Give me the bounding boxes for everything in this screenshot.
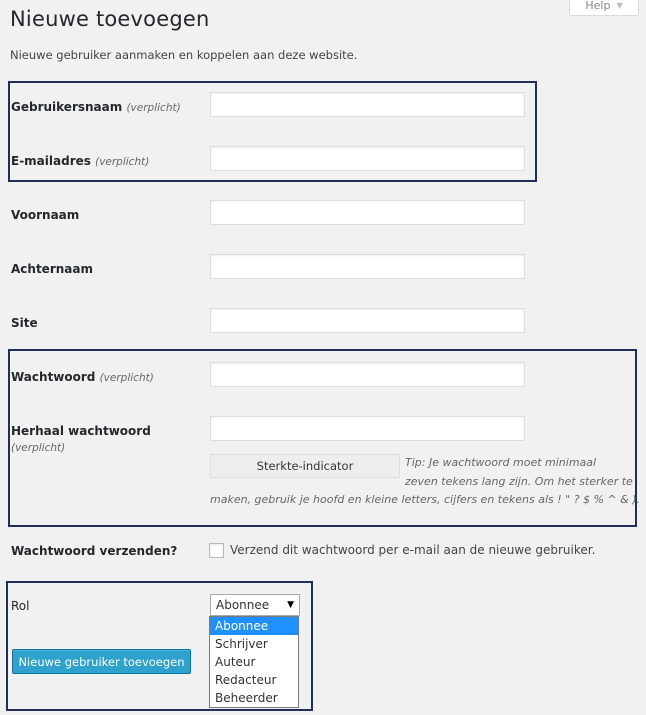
chevron-down-icon: ▼ — [616, 1, 623, 10]
add-user-button[interactable]: Nieuwe gebruiker toevoegen — [12, 649, 191, 674]
password-label: Wachtwoord (verplicht) — [11, 370, 154, 384]
password-required: (verplicht) — [99, 372, 154, 384]
first-name-input[interactable] — [210, 200, 525, 225]
role-label: Rol — [11, 599, 30, 613]
password-tip-line2: zeven tekens lang zijn. Om het sterker te — [405, 475, 633, 488]
role-option-abonnee[interactable]: Abonnee — [210, 617, 298, 635]
strength-indicator: Sterkte-indicator — [210, 454, 400, 478]
email-label: E-mailadres (verplicht) — [11, 154, 150, 168]
role-dropdown[interactable] — [209, 616, 299, 708]
password-input[interactable] — [210, 362, 525, 387]
help-tab[interactable] — [569, 0, 639, 16]
role-option-beheerder[interactable]: Beheerder — [215, 691, 278, 705]
password-tip-line1: Tip: Je wachtwoord moet minimaal — [405, 456, 597, 469]
site-label: Site — [11, 316, 38, 330]
password-tip-line3: maken, gebruik je hoofd en kleine letters, cijfers en tekens als ! " ? $ % ^ & ). — [210, 493, 641, 506]
chevron-down-icon: ▼ — [287, 600, 294, 610]
username-required: (verplicht) — [126, 102, 181, 114]
first-name-label: Voornaam — [11, 208, 80, 222]
page-subtitle: Nieuwe gebruiker aanmaken en koppelen aan deze website. — [10, 48, 358, 62]
last-name-label: Achternaam — [11, 262, 93, 276]
last-name-input[interactable] — [210, 254, 525, 279]
send-password-label: Wachtwoord verzenden? — [11, 544, 178, 558]
site-input[interactable] — [210, 308, 525, 333]
send-password-checkbox-label[interactable]: Verzend dit wachtwoord per e-mail aan de nieuwe gebruiker. — [230, 543, 596, 557]
help-label: Help — [585, 0, 611, 12]
password-repeat-input[interactable] — [210, 416, 525, 441]
role-selected-value: Abonnee — [216, 598, 270, 612]
role-select[interactable] — [210, 594, 300, 616]
username-label: Gebruikersnaam (verplicht) — [11, 100, 181, 114]
send-password-checkbox[interactable] — [209, 543, 224, 558]
password-repeat-required: (verplicht) — [11, 442, 66, 454]
page-title: Nieuwe toevoegen — [10, 7, 210, 31]
username-input[interactable] — [210, 92, 525, 117]
role-option-schrijver[interactable]: Schrijver — [215, 637, 268, 651]
role-option-auteur[interactable]: Auteur — [215, 655, 256, 669]
password-repeat-label: Herhaal wachtwoord — [11, 424, 151, 438]
email-required: (verplicht) — [95, 156, 150, 168]
email-input[interactable] — [210, 146, 525, 171]
role-option-redacteur[interactable]: Redacteur — [215, 673, 277, 687]
